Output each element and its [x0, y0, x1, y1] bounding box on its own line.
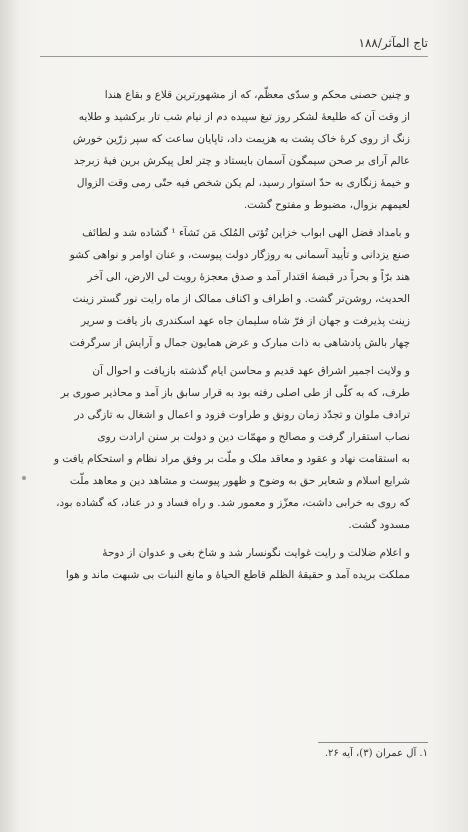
text-line: زینت پذیرفت و جهان از فرّ شاه سلیمان جاه عهد اسکندری باز یافت و سریر: [80, 315, 410, 327]
header-rule: [40, 56, 428, 57]
text-line: ترادف ملوان و تجدّد زمان رونق و طراوت فزود و اعمال و اشغال به تازگی در: [74, 409, 410, 421]
text-line: طرف، که به کلّی از طی اصلی رفته بود به قرار سابق باز آمد و محاذیر صوری بر: [60, 387, 410, 399]
paragraph-3: [38, 360, 428, 536]
text-line: نصاب استقرار گرفت و مصالح و مهمّات دین و دولت بر سنن ارادت روی: [97, 431, 410, 443]
text-line: و خیمهٔ زنگاری به حدّ استوار رسید، لم یکن شخص فیه حتّی رمی وقت الزوال: [76, 177, 410, 189]
running-head: تاج المآثر/۱۸۸: [358, 36, 428, 50]
text-line: و ولایت اجمیر اشراق عهد قدیم و محاسن ایام گذشته بازیافت و احوال آن: [92, 365, 410, 377]
text-line: عالم آرای بر صحن سیمگون آسمان بایستاد و چتر لعل پیکرش برین فیهٔ زبرجد: [73, 155, 410, 167]
scan-speck: [22, 476, 26, 480]
body-text: [38, 84, 428, 592]
text-line: شرایع اسلام و شعایر حق به وضوح و ظهور پیوست و مشاهد دین و معاهد ملّت: [69, 475, 410, 487]
text-line: لعیمهم بزوال، مضبوط و مفتوح گشت.: [243, 199, 410, 211]
footnote-rule: [318, 742, 428, 743]
paragraph-1: [38, 84, 428, 216]
text-line: صنع یزدانی و تأیید آسمانی به روزگار دولت پیوست، و عنان اوامر و نواهی کشو: [69, 249, 410, 261]
text-line: که روی به خرابی داشت، معزّز و معمور شد. و راه فساد و در عناد، که گشاده بود،: [56, 497, 410, 509]
page-header: [40, 36, 428, 60]
text-line: به استقامت نهاد و عقود و معاقد ملک و ملّت بر وفق مراد نظام و استحکام یافت و: [53, 453, 410, 465]
text-line: مملکت بریده آمد و حقیقهٔ الظلم قاطع الحیاهٔ و مانع النبات بی شبهت ماند و هوا: [65, 569, 410, 581]
text-line: زنگ از روی کرهٔ خاک پشت به هزیمت داد، تاپایان ساعت که سپر زرّین خورش: [72, 133, 410, 145]
page-spine-shadow: [0, 0, 18, 832]
footnote: ۱. آل عمران (۳)، آیه ۲۶.: [324, 748, 428, 759]
text-line: مسدود گشت.: [348, 519, 410, 531]
text-line: و بامداد فضل الهی ابواب خزاین تُؤتی المُلک مَن تَشآء ¹ گشاده شد و لطائف: [82, 227, 410, 239]
text-line: و اعلام ضلالت و رایت غوایت نگونسار شد و شاخ بغی و عدوان از دوحهٔ: [102, 547, 410, 559]
text-line: الحدیث، روشن‌تر گشت. و اطراف و اکناف ممالک از ماه رایت نور گستر زینت: [72, 293, 410, 305]
text-line: و چنین حصنی محکم و سدّی معظّم، که از مشهورترین قلاع و بقاع هندا: [104, 89, 410, 101]
text-line: هند برّاً و بحراً در قبضهٔ اقتدار آمد و صدق معجزهٔ رویت لی الارض، الی آخر: [87, 271, 410, 283]
paragraph-2: [38, 222, 428, 354]
paragraph-4: [38, 542, 428, 586]
text-line: چهار بالش پادشاهی به ذات مبارک و عرض همایون جمال و آرایش از سرگرفت: [69, 337, 410, 349]
text-line: از وقت آن که طلیعهٔ لشکر روز تیغ سپیده دم از نیام شب تار برکشید و طلایه: [78, 111, 410, 123]
